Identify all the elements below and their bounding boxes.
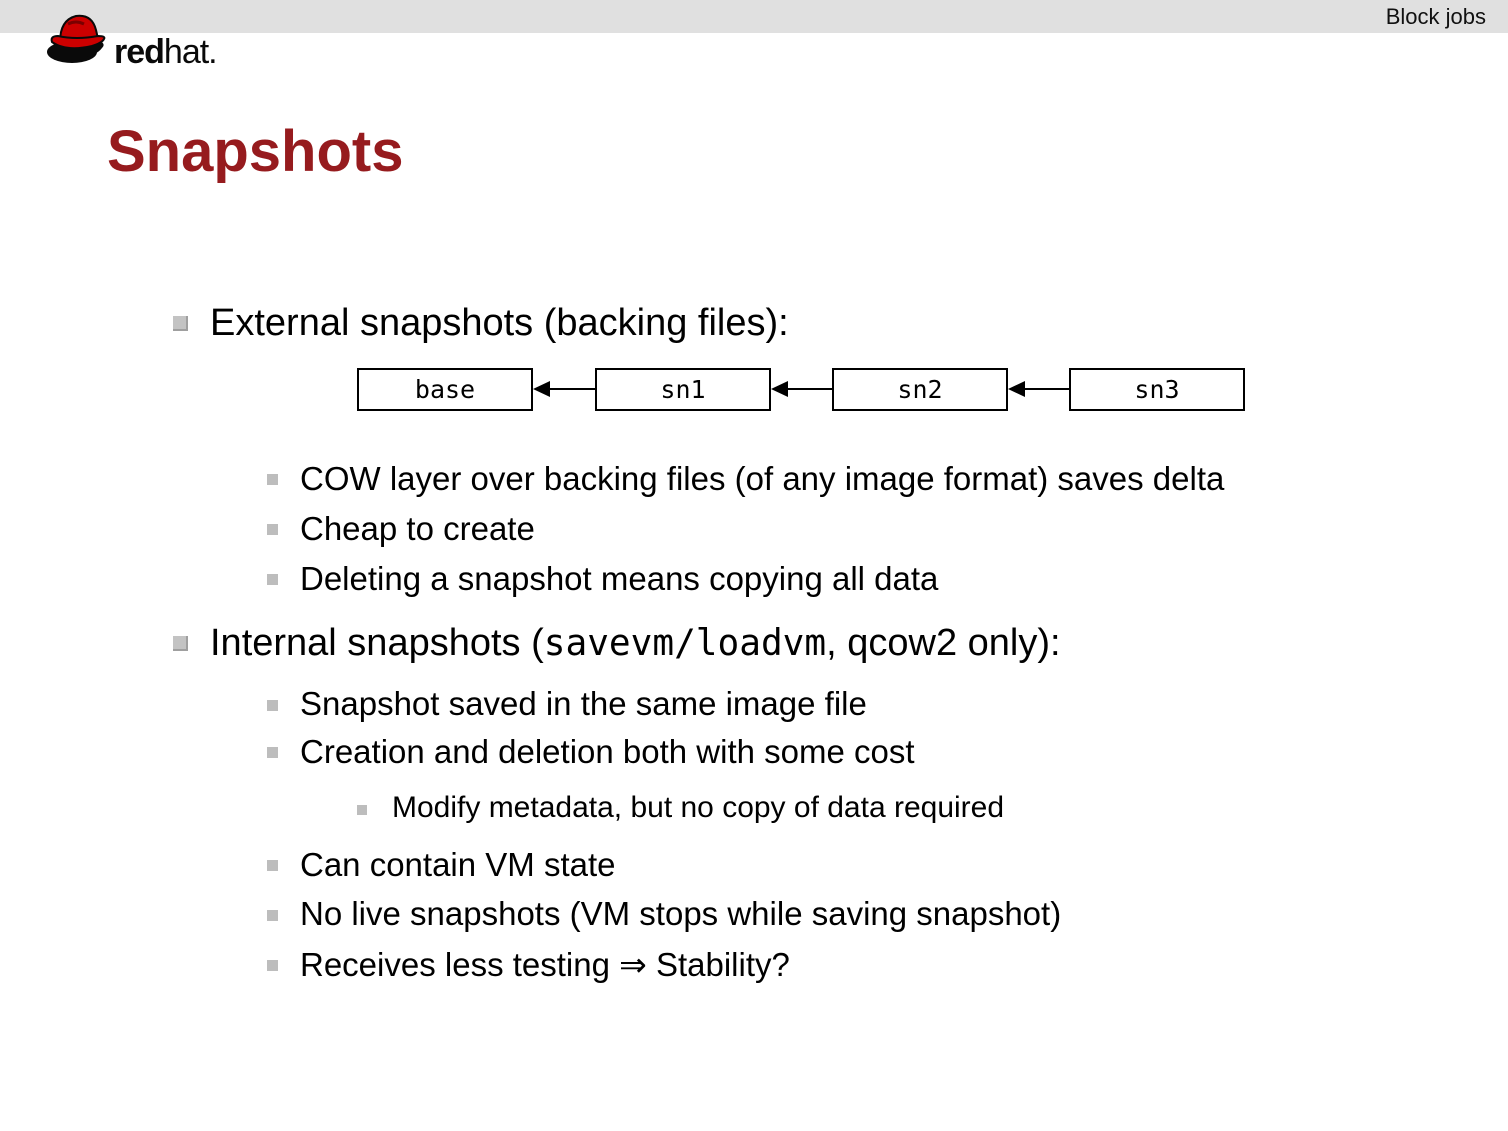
arrow-sn1-to-base-icon bbox=[533, 381, 595, 397]
redhat-logo bbox=[46, 6, 217, 71]
bullet-square-l2 bbox=[267, 910, 278, 921]
header-section-title: Block jobs bbox=[1385, 4, 1486, 29]
bullet-item-cow-layer: COW layer over backing files (of any image format) saves delta bbox=[300, 460, 1225, 497]
bullet-item-modify-metadata: Modify metadata, but no copy of data required bbox=[392, 791, 1005, 824]
bullet-square-l1 bbox=[173, 316, 188, 331]
bullet-square-l2 bbox=[267, 700, 278, 711]
bullet-square-l2 bbox=[267, 574, 278, 585]
bullet-external-heading: External snapshots (backing files): bbox=[210, 302, 789, 344]
diagram-node-sn3: sn3 bbox=[1069, 368, 1245, 411]
bullet-square-l2 bbox=[267, 474, 278, 485]
diagram-node-sn1: sn1 bbox=[595, 368, 771, 411]
bullet-item-deleting: Deleting a snapshot means copying all data bbox=[300, 560, 939, 597]
wordmark-red: red bbox=[114, 33, 164, 71]
diagram-node-base: base bbox=[357, 368, 533, 411]
bullet-square-l2 bbox=[267, 860, 278, 871]
redhat-wordmark bbox=[114, 35, 217, 71]
bullet-square-l3 bbox=[357, 805, 367, 815]
bullet-item-same-image: Snapshot saved in the same image file bbox=[300, 685, 867, 722]
bullet-item-vm-state: Can contain VM state bbox=[300, 846, 616, 883]
bullet-item-creation-deletion: Creation and deletion both with some cost bbox=[300, 733, 915, 770]
page-title: Snapshots bbox=[107, 119, 404, 184]
header-bar bbox=[0, 0, 1508, 33]
internal-heading-mono: savevm/loadvm bbox=[543, 622, 827, 664]
diagram-node-sn2: sn2 bbox=[832, 368, 1008, 411]
internal-heading-pre: Internal snapshots ( bbox=[210, 622, 544, 664]
arrow-sn3-to-sn2-icon bbox=[1008, 381, 1069, 397]
wordmark-hat: hat. bbox=[163, 33, 217, 71]
bullet-internal-heading bbox=[210, 622, 1061, 665]
bullet-square-l1 bbox=[173, 636, 188, 651]
internal-heading-post: , qcow2 only): bbox=[826, 622, 1061, 664]
arrow-sn2-to-sn1-icon bbox=[771, 381, 832, 397]
bullet-square-l2 bbox=[267, 747, 278, 758]
bullet-square-l2 bbox=[267, 524, 278, 535]
bullet-square-l2 bbox=[267, 960, 278, 971]
bullet-item-less-testing: Receives less testing ⇒ Stability? bbox=[300, 946, 790, 983]
bullet-item-cheap: Cheap to create bbox=[300, 510, 535, 547]
redhat-hat-icon bbox=[46, 6, 110, 71]
bullet-item-no-live: No live snapshots (VM stops while saving snapshot) bbox=[300, 895, 1062, 932]
